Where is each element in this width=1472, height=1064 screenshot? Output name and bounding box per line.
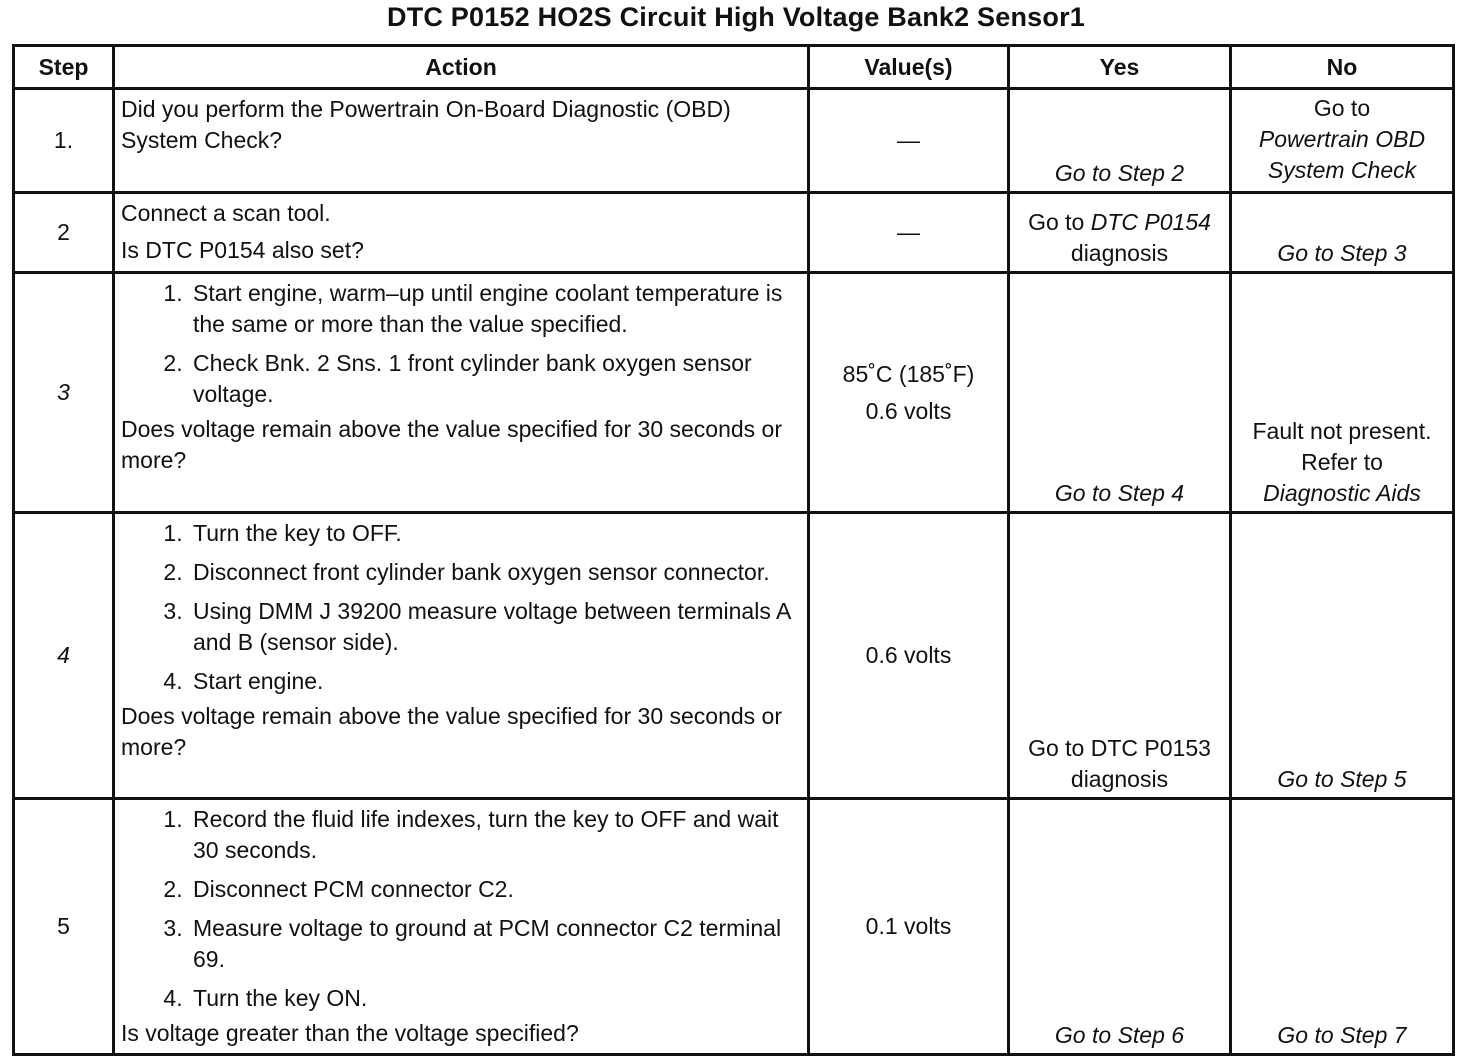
yes-line: Go to DTC P0153 xyxy=(1028,735,1211,761)
value-line: 0.6 volts xyxy=(865,397,952,424)
page-title: DTC P0152 HO2S Circuit High Voltage Bank2 Sensor1 xyxy=(387,2,1085,32)
value-cell xyxy=(809,273,1009,513)
action-question: Is voltage greater than the voltage specified? xyxy=(121,1020,579,1046)
action-item: 2. Disconnect PCM connector C2. xyxy=(189,874,801,905)
action-cell xyxy=(114,513,809,799)
action-line: Connect a scan tool. xyxy=(121,200,331,226)
action-item: 3. Measure voltage to ground at PCM connector C2 terminal 69. xyxy=(189,913,801,975)
step-number: 3 xyxy=(14,273,114,513)
action-item: 3. Using DMM J 39200 measure voltage between terminals A and B (sensor side). xyxy=(189,596,801,658)
no-line: Go to xyxy=(1313,95,1371,121)
no-reference: Diagnostic Aids xyxy=(1263,480,1421,506)
table-row xyxy=(14,89,1454,193)
action-item: 4. Turn the key ON. xyxy=(189,983,801,1014)
step-number: 4 xyxy=(14,513,114,799)
header-values: Value(s) xyxy=(809,46,1009,89)
action-item: 1. Record the fluid life indexes, turn the key to OFF and wait 30 seconds. xyxy=(189,804,801,866)
table-row xyxy=(14,799,1454,1055)
header-no: No xyxy=(1231,46,1454,89)
yes-line: Go to xyxy=(1028,209,1085,235)
action-item: 4. Start engine. xyxy=(189,666,801,697)
action-item: 1. Start engine, warm–up until engine coolant temperature is the same or more than the value specified. xyxy=(189,278,801,340)
value-cell: 0.6 volts xyxy=(809,513,1009,799)
action-item: 2. Disconnect front cylinder bank oxygen sensor connector. xyxy=(189,557,801,588)
action-cell xyxy=(114,89,809,193)
action-text: Did you perform the Powertrain On-Board Diagnostic (OBD) System Check? xyxy=(121,96,731,153)
diagnostic-table xyxy=(12,44,1455,1056)
table-row xyxy=(14,513,1454,799)
yes-line: diagnosis xyxy=(1070,766,1169,792)
action-item: 2. Check Bnk. 2 Sns. 1 front cylinder bank oxygen sensor voltage. xyxy=(189,348,801,410)
value-cell: — xyxy=(809,193,1009,273)
yes-line: diagnosis xyxy=(1070,240,1169,266)
yes-reference: DTC P0154 xyxy=(1090,209,1211,235)
yes-cell: Go to Step 6 xyxy=(1009,799,1231,1055)
no-cell: Go to Step 7 xyxy=(1231,799,1454,1055)
no-line: Refer to xyxy=(1301,449,1383,475)
action-cell xyxy=(114,273,809,513)
step-number: 1. xyxy=(14,89,114,193)
action-question: Does voltage remain above the value specified for 30 seconds or more? xyxy=(121,416,783,473)
no-reference: Powertrain OBD System Check xyxy=(1258,126,1426,183)
no-cell xyxy=(1231,273,1454,513)
header-action: Action xyxy=(114,46,809,89)
no-cell: Go to Step 5 xyxy=(1231,513,1454,799)
action-question: Is DTC P0154 also set? xyxy=(121,237,364,263)
yes-cell xyxy=(1009,513,1231,799)
action-item: 1. Turn the key to OFF. xyxy=(189,518,801,549)
action-question: Does voltage remain above the value specified for 30 seconds or more? xyxy=(121,703,783,760)
yes-cell: Go to Step 2 xyxy=(1009,89,1231,193)
no-cell xyxy=(1231,89,1454,193)
yes-cell: Go to Step 4 xyxy=(1009,273,1231,513)
table-row xyxy=(14,193,1454,273)
table-row xyxy=(14,273,1454,513)
yes-cell xyxy=(1009,193,1231,273)
step-number: 5 xyxy=(14,799,114,1055)
no-cell: Go to Step 3 xyxy=(1231,193,1454,273)
header-step: Step xyxy=(14,46,114,89)
step-number: 2 xyxy=(14,193,114,273)
value-line: 85˚C (185˚F) xyxy=(842,360,975,387)
no-line: Fault not present. xyxy=(1252,418,1432,444)
value-cell: 0.1 volts xyxy=(809,799,1009,1055)
header-yes: Yes xyxy=(1009,46,1231,89)
table-header-row xyxy=(14,46,1454,89)
action-cell xyxy=(114,193,809,273)
value-cell: — xyxy=(809,89,1009,193)
action-cell xyxy=(114,799,809,1055)
